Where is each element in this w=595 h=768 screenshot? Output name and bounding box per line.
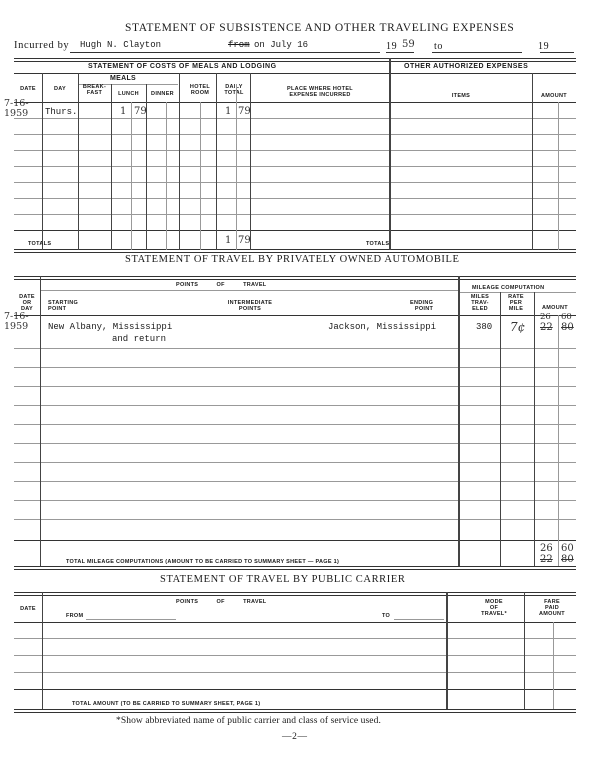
carrier-points-header: POINTS OF TRAVEL: [176, 599, 267, 605]
incurred-label: Incurred by: [14, 40, 70, 51]
meals-totals-dollars[interactable]: 1: [225, 235, 232, 246]
auto-col-rate: RATE PER MILE: [508, 294, 524, 312]
year2-prefix: 19: [538, 41, 550, 52]
from-struck-text: from: [228, 40, 250, 50]
auto-total-label: TOTAL MILEAGE COMPUTATIONS (AMOUNT TO BE CARRIED TO SUMMARY SHEET — PAGE 1): [66, 559, 340, 565]
date-text[interactable]: on July 16: [254, 40, 309, 50]
carrier-col-fare: FARE PAID AMOUNT: [539, 599, 565, 617]
col-hotel-room: HOTEL ROOM: [189, 84, 211, 96]
auto-col-ending: ENDING POINT: [410, 300, 434, 312]
meals-row-date[interactable]: 7-16- 1959: [4, 98, 29, 119]
auto-total-new-dollars[interactable]: 26: [540, 543, 553, 554]
auto-row-end[interactable]: Jackson, Mississippi: [328, 322, 437, 332]
auto-row-amount-new-cents[interactable]: 60: [561, 312, 572, 322]
auto-row-date[interactable]: 7-16- 1959: [4, 311, 29, 332]
col-daily-total: DAILY TOTAL: [224, 84, 244, 96]
meals-row-day[interactable]: Thurs.: [45, 107, 78, 117]
auto-total-old-cents: 80: [561, 554, 574, 565]
auto-row-amount-old-cents: 80: [561, 322, 574, 333]
daily-total-dollars[interactable]: 1: [225, 106, 232, 117]
col-items: ITEMS: [451, 93, 471, 99]
lunch-dollars[interactable]: 1: [120, 106, 127, 117]
carrier-col-mode: MODE OF TRAVEL*: [481, 599, 507, 617]
auto-section-title: STATEMENT OF TRAVEL BY PRIVATELY OWNED AUTOMOBILE: [125, 254, 460, 265]
mileage-computation-header: MILEAGE COMPUTATION: [472, 285, 545, 291]
auto-row-miles[interactable]: 380: [476, 322, 493, 332]
carrier-to-label: TO: [382, 613, 391, 619]
auto-col-intermediate: INTERMEDIATE POINTS: [227, 300, 273, 312]
carrier-col-date: DATE: [20, 606, 36, 612]
meals-section-title: STATEMENT OF COSTS OF MEALS AND LODGING: [88, 63, 277, 70]
year-value[interactable]: 59: [402, 39, 415, 50]
auto-points-header: POINTS OF TRAVEL: [176, 282, 267, 288]
auto-col-date: DATE OR DAY: [19, 294, 35, 312]
year-prefix: 19: [386, 41, 398, 52]
carrier-total-label: TOTAL AMOUNT (TO BE CARRIED TO SUMMARY SHEET, PAGE 1): [72, 701, 261, 707]
auto-col-miles: MILES TRAV- ELED: [470, 294, 490, 312]
auto-row-start-return[interactable]: and return: [112, 334, 167, 344]
incurred-name[interactable]: Hugh N. Clayton: [80, 40, 162, 50]
other-expenses-title: OTHER AUTHORIZED EXPENSES: [404, 63, 529, 70]
col-dinner: DINNER: [151, 91, 174, 97]
carrier-from-label: FROM: [66, 613, 84, 619]
auto-row-amount-new-dollars[interactable]: 26: [540, 312, 551, 322]
auto-row-amount-old-dollars: 22: [540, 322, 553, 333]
lunch-cents[interactable]: 79: [134, 106, 147, 117]
col-lunch: LUNCH: [118, 91, 139, 97]
carrier-section-title: STATEMENT OF TRAVEL BY PUBLIC CARRIER: [160, 574, 406, 585]
other-totals-label: TOTALS: [366, 241, 390, 247]
col-amount: AMOUNT: [541, 93, 567, 99]
form-title: STATEMENT OF SUBSISTENCE AND OTHER TRAVELING EXPENSES: [125, 22, 515, 34]
meals-group-header: MEALS: [110, 75, 136, 82]
auto-total-old-dollars: 22: [540, 554, 553, 565]
meals-totals-label: TOTALS: [28, 241, 52, 247]
meals-totals-cents[interactable]: 79: [238, 235, 251, 246]
col-day: DAY: [53, 86, 66, 92]
col-breakfast: BREAK- FAST: [82, 84, 107, 96]
auto-total-new-cents[interactable]: 60: [561, 543, 574, 554]
col-date: DATE: [20, 86, 36, 92]
auto-col-starting: STARTING POINT: [48, 300, 79, 312]
daily-total-cents[interactable]: 79: [238, 106, 251, 117]
to-label: to: [434, 41, 443, 52]
auto-row-rate[interactable]: 7¢: [510, 320, 526, 334]
page-number: —2—: [282, 732, 308, 742]
auto-row-start[interactable]: New Albany, Mississippi: [48, 322, 173, 332]
footer-note: *Show abbreviated name of public carrier and class of service used.: [116, 716, 381, 726]
col-place: PLACE WHERE HOTEL EXPENSE INCURRED: [287, 86, 353, 98]
auto-col-amount: AMOUNT: [542, 305, 568, 311]
